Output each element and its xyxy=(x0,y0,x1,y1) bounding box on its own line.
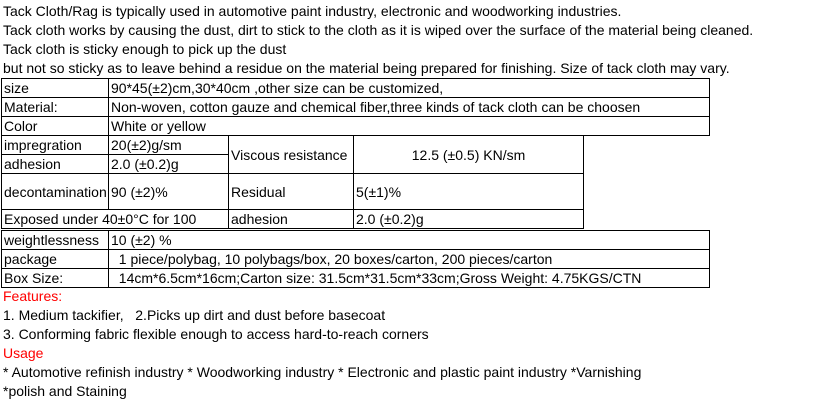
spec-table-top xyxy=(1,78,710,136)
intro-line-4: but not so sticky as to leave behind a residue on the material being prepared for finishing. Size of tack cloth may vary. xyxy=(3,60,730,76)
usage-line-1: * Automotive refinish industry * Woodworking industry * Electronic and plastic paint industry *Varnishing xyxy=(3,364,642,380)
decontamination-value: 90 (±2)% xyxy=(109,174,229,210)
residual-label: Residual xyxy=(229,174,354,210)
exposed-label: Exposed under 40±0°C for 100 xyxy=(2,210,229,229)
spec-table-bottom xyxy=(1,230,710,288)
features-line-1: 1. Medium tackifier, 2.Picks up dirt and dust before basecoat xyxy=(3,307,386,323)
color-value: White or yellow xyxy=(109,117,710,136)
boxsize-label: Box Size: xyxy=(2,269,109,288)
usage-line-2: *polish and Staining xyxy=(3,383,127,399)
property-table xyxy=(1,135,584,229)
weightlessness-value: 10 (±2) % xyxy=(109,231,710,250)
decontamination-label: decontamination xyxy=(2,174,109,210)
viscous-value: 12.5 (±0.5) KN/sm xyxy=(354,136,584,174)
adhesion2-value: 2.0 (±0.2)g xyxy=(354,210,584,229)
features-heading: Features: xyxy=(3,288,63,304)
weightlessness-label: weightlessness xyxy=(2,231,109,250)
usage-heading: Usage xyxy=(3,345,44,361)
size-label: size xyxy=(2,79,109,98)
material-label: Material: xyxy=(2,98,109,117)
adhesion-value: 2.0 (±0.2)g xyxy=(109,155,229,174)
material-value: Non-woven, cotton gauze and chemical fiber,three kinds of tack cloth can be choosen xyxy=(109,98,710,117)
package-value: 1 piece/polybag, 10 polybags/box, 20 boxes/carton, 200 pieces/carton xyxy=(109,250,710,269)
adhesion-label: adhesion xyxy=(2,155,109,174)
impregnation-label: impregration xyxy=(2,136,109,155)
intro-line-1: Tack Cloth/Rag is typically used in automotive paint industry, electronic and woodworking industries. xyxy=(3,3,622,19)
viscous-label: Viscous resistance xyxy=(229,136,354,174)
residual-value: 5(±1)% xyxy=(354,174,584,210)
intro-line-3: Tack cloth is sticky enough to pick up the dust xyxy=(3,41,287,57)
impregnation-value: 20(±2)g/sm xyxy=(109,136,229,155)
package-label: package xyxy=(2,250,109,269)
intro-line-2: Tack cloth works by causing the dust, dirt to stick to the cloth as it is wiped over the surface of the material being cleaned. xyxy=(3,22,754,38)
boxsize-value: 14cm*6.5cm*16cm;Carton size: 31.5cm*31.5cm*33cm;Gross Weight: 4.75KGS/CTN xyxy=(109,269,710,288)
adhesion2-label: adhesion xyxy=(229,210,354,229)
color-label: Color xyxy=(2,117,109,136)
features-line-2: 3. Conforming fabric flexible enough to access hard-to-reach corners xyxy=(3,326,429,342)
size-value: 90*45(±2)cm,30*40cm ,other size can be customized, xyxy=(109,79,710,98)
